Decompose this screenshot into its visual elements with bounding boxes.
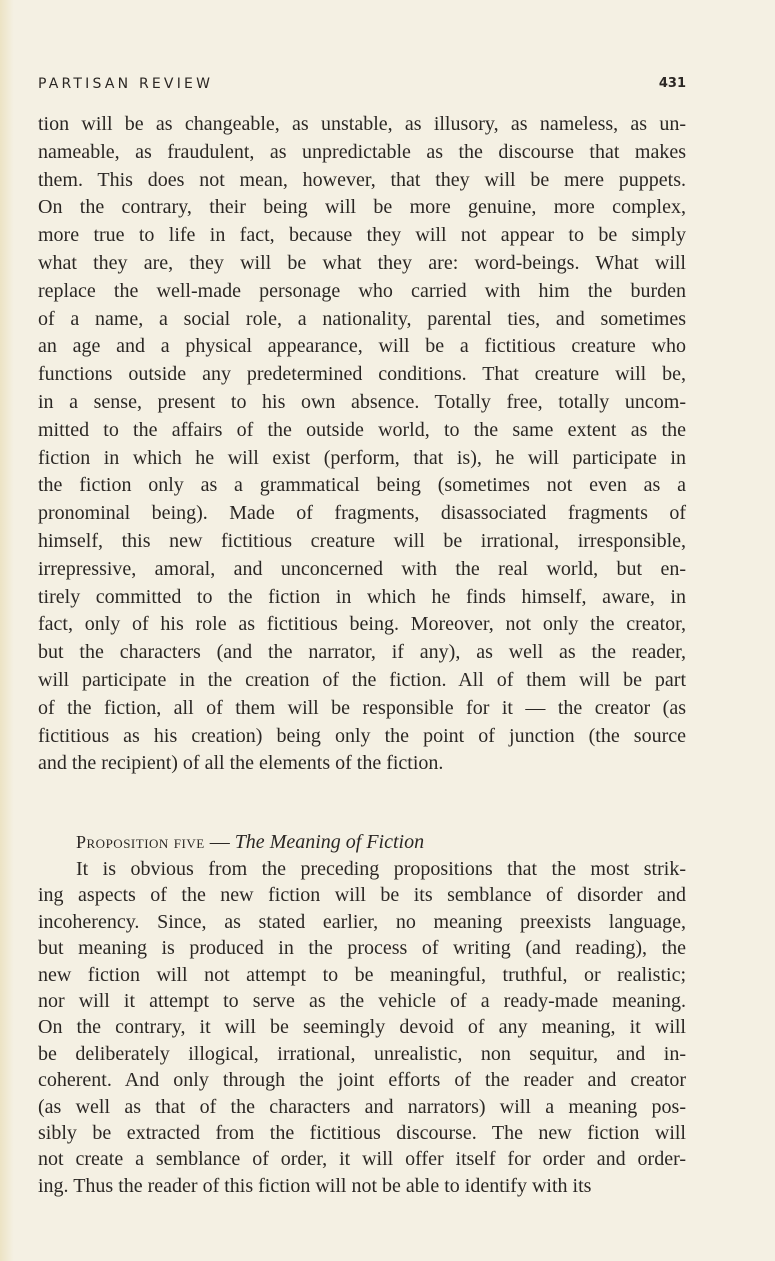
paragraph-2 bbox=[38, 856, 686, 1199]
page-header bbox=[38, 76, 686, 96]
text-line: be deliberately illogical, irrational, unrealistic, non sequitur, and in- bbox=[38, 1042, 686, 1065]
text-line: more true to life in fact, because they will not appear to be simply bbox=[38, 224, 686, 247]
text-line: nameable, as fraudulent, as unpredictable as the discourse that makes bbox=[38, 140, 686, 163]
text-line: incoherency. Since, as stated earlier, no meaning preexists language, bbox=[38, 910, 686, 933]
text-line: tirely committed to the fiction in which he finds himself, aware, in bbox=[38, 585, 686, 608]
text-line: irrepressive, amoral, and unconcerned with the real world, but en- bbox=[38, 557, 686, 580]
text-line: On the contrary, their being will be more genuine, more complex, bbox=[38, 196, 686, 219]
text-line: pronominal being). Made of fragments, disassociated fragments of bbox=[38, 502, 686, 525]
section-dash: — bbox=[204, 831, 235, 853]
paragraph-1 bbox=[38, 111, 686, 778]
text-line: (as well as that of the characters and narrators) will a meaning pos- bbox=[38, 1095, 686, 1118]
text-line: ing aspects of the new fiction will be its semblance of disorder and bbox=[38, 884, 686, 907]
text-line: new fiction will not attempt to be meaningful, truthful, or realistic; bbox=[38, 963, 686, 986]
page-edge-shadow bbox=[0, 0, 14, 1261]
text-line: but the characters (and the narrator, if any), as well as the reader, bbox=[38, 641, 686, 664]
text-line: ing. Thus the reader of this fiction will not be able to identify with its bbox=[38, 1174, 592, 1197]
text-line: an age and a physical appearance, will be a fictitious creature who bbox=[38, 335, 686, 358]
text-line: what they are, they will be what they are: word-beings. What will bbox=[38, 251, 686, 274]
text-line: of a name, a social role, a nationality, parental ties, and sometimes bbox=[38, 307, 686, 330]
text-line: fact, only of his role as fictitious being. Moreover, not only the creator, bbox=[38, 613, 686, 636]
text-line: but meaning is produced in the process of writing (and reading), the bbox=[38, 937, 686, 960]
text-line: the fiction only as a grammatical being (sometimes not even as a bbox=[38, 474, 686, 497]
text-line: functions outside any predetermined conditions. That creature will be, bbox=[38, 363, 686, 386]
section-heading bbox=[38, 829, 686, 856]
text-line: will participate in the creation of the fiction. All of them will be part bbox=[38, 668, 686, 691]
section-proposition-five bbox=[38, 829, 686, 1199]
text-line: fiction in which he will exist (perform, that is), he will participate in bbox=[38, 446, 686, 469]
text-line: not create a semblance of order, it will offer itself for order and order- bbox=[38, 1148, 686, 1171]
text-line: of the fiction, all of them will be responsible for it — the creator (as bbox=[38, 696, 686, 719]
text-line: nor will it attempt to serve as the vehicle of a ready-made meaning. bbox=[38, 989, 686, 1012]
section-title: The Meaning of Fiction bbox=[234, 831, 425, 853]
section-label: Proposition five bbox=[76, 832, 205, 852]
text-line: coherent. And only through the joint efforts of the reader and creator bbox=[38, 1069, 686, 1092]
text-line: in a sense, present to his own absence. Totally free, totally uncom- bbox=[38, 390, 686, 413]
text-line: replace the well-made personage who carried with him the burden bbox=[38, 279, 686, 302]
text-line: fictitious as his creation) being only the point of junction (the source bbox=[38, 724, 686, 747]
text-line: them. This does not mean, however, that they will be mere puppets. bbox=[38, 168, 686, 191]
text-line: tion will be as changeable, as unstable, as illusory, as nameless, as un- bbox=[38, 113, 686, 135]
page-number: 431 bbox=[658, 76, 686, 91]
running-title: PARTISAN REVIEW bbox=[38, 76, 214, 92]
text-line: sibly be extracted from the fictitious discourse. The new fiction will bbox=[38, 1121, 686, 1144]
text-line: On the contrary, it will be seemingly devoid of any meaning, it will bbox=[38, 1016, 686, 1039]
text-line: himself, this new fictitious creature will be irrational, irresponsible, bbox=[38, 529, 686, 552]
text-line: mitted to the affairs of the outside world, to the same extent as the bbox=[38, 418, 686, 441]
text-line: and the recipient) of all the elements of the fiction. bbox=[38, 752, 444, 775]
text-line: It is obvious from the preceding propositions that the most strik- bbox=[76, 858, 686, 880]
